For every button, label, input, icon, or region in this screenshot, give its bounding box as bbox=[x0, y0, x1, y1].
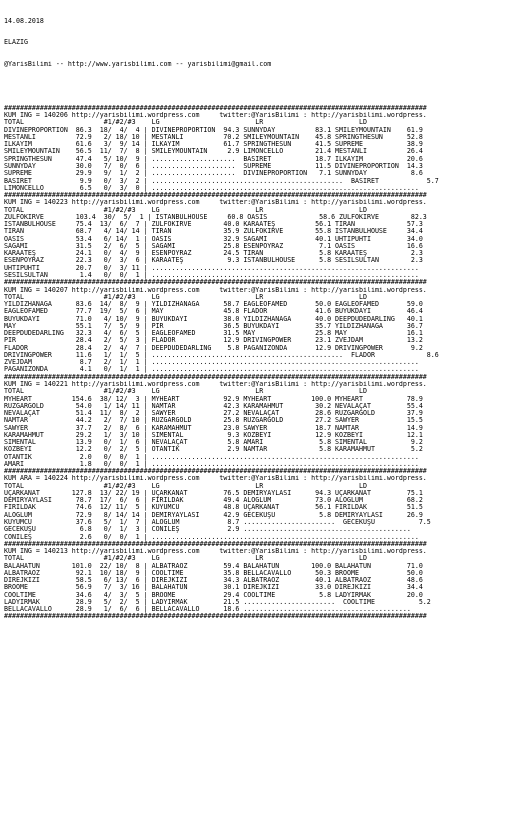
report-date: 14.08.2018 bbox=[4, 17, 44, 25]
race-sections bbox=[4, 105, 529, 621]
separator-line: ########################################################################################################## bbox=[4, 373, 427, 381]
result-row: PAGANIZONDA 4.1 0/ 1/ 1 | ................................................................... bbox=[4, 366, 419, 374]
result-row: BROOME 56.9 7/ 3/ 16 | BALAHATUN 30.1 DIREJKIZI 33.0 DIREJKIZI 34.4 bbox=[4, 584, 423, 592]
result-row: DEEPDUDEDARLING 32.3 4/ 6/ 5 | EAGLEOFAMED 31.5 MAY 25.8 MAY 16.1 bbox=[4, 330, 423, 338]
column-header-line: TOTAL #1/#2/#3 LG LR LD bbox=[4, 482, 367, 490]
column-header-line: TOTAL #1/#2/#3 LG LR LD bbox=[4, 555, 367, 563]
separator-line: ########################################################################################################## bbox=[4, 104, 427, 112]
result-row: SMILEYMOUNTAIN 56.5 11/ 7/ 8 | SMILEYMOUNTAIN 2.9 LİMONCELLO 21.4 MESTANLI 26.4 bbox=[4, 148, 423, 156]
result-row: SAWYER 37.7 2/ 8/ 6 | KARAMAHMUT 23.0 SAWYER 18.7 NAMTAR 14.9 bbox=[4, 424, 423, 432]
result-row: FIRILDAK 74.6 12/ 11/ 5 | KUYUMCU 48.8 UÇARKANAT 56.1 FIRILDAK 51.5 bbox=[4, 504, 423, 512]
result-row: DIVINEPROPORTION 86.3 18/ 4/ 4 | DIVINEPROPORTION 94.3 SUNNYDAY 83.1 SMILEYMOUNTAIN 61.9 bbox=[4, 126, 423, 134]
result-row: RÜZGARGOLD 54.0 1/ 14/ 11 | NAMTAR 42.3 KARAMAHMUT 30.2 NEVALAÇAT 55.4 bbox=[4, 402, 423, 410]
result-row: PİR 28.4 2/ 5/ 3 | FLADOR 12.9 DRIVINGPOWER 23.1 ZVEJDAM 13.2 bbox=[4, 337, 423, 345]
column-header-line: TOTAL #1/#2/#3 LG LR LD bbox=[4, 119, 367, 127]
result-row: GECEKUŞU 6.8 0/ 1/ 3 | CONİLEŞ 2.9 .......................................... bbox=[4, 526, 411, 534]
result-row: YILDIZHANAĞA 83.6 14/ 8/ 9 | YILDIZHANAĞA 58.7 EAGLEOFAMED 50.0 EAGLEOFAMED 59.0 bbox=[4, 301, 423, 309]
result-row: DEMİRYAYLASI 78.7 17/ 6/ 6 | FIRILDAK 49.4 ALOGLUM 73.0 ALOGLUM 68.2 bbox=[4, 497, 423, 505]
result-row: EAGLEOFAMED 77.7 19/ 5/ 6 | MAY 45.8 FLADOR 41.6 BÜYÜKDAYI 46.4 bbox=[4, 308, 423, 316]
race-section bbox=[4, 548, 529, 613]
result-row: SUNNYDAY 30.0 7/ 0/ 6 | ..................... SUPREME 11.5 DIVINEPROPORTION 14.3 bbox=[4, 163, 423, 170]
race-header-line: KUM ING = 140213 http://yarisbilimi.wordpress.com twitter:@YarisBilimi : http://yarisbilimi.wordpress. bbox=[4, 548, 427, 556]
race-section bbox=[4, 381, 529, 468]
result-row: MESTANLI 72.9 2/ 18/ 10 | MESTANLI 70.2 SMILEYMOUNTAIN 45.8 SPRINGTHESUN 52.8 bbox=[4, 133, 423, 141]
result-row: COOLTIME 34.6 4/ 3/ 5 | BROOME 29.4 COOLTIME 5.8 LADYIRMAK 20.0 bbox=[4, 591, 423, 599]
column-header-line: TOTAL #1/#2/#3 LG LR LD bbox=[4, 206, 367, 214]
result-row: İSTANBULHOUSE 75.4 13/ 6/ 7 | ZÜLFOKIRVE 40.0 KARAATEŞ 56.1 TİRAN 57.3 bbox=[4, 221, 423, 229]
result-row: ALOGLUM 72.9 8/ 14/ 14 | DEMİRYAYLASI 42.9 GECEKUŞU 5.8 DEMİRYAYLASI 26.9 bbox=[4, 511, 423, 519]
result-row: UÇARKANAT 127.8 13/ 22/ 19 | UÇARKANAT 76.5 DEMİRYAYLASI 94.3 UÇARKANAT 75.1 bbox=[4, 489, 423, 497]
race-section bbox=[4, 475, 529, 540]
result-row: BÜYÜKDAYI 71.0 4/ 10/ 9 | BÜYÜKDAYI 38.0 YILDIZHANAĞA 40.0 DEEPDUDEDARLING 40.1 bbox=[4, 315, 423, 323]
result-row: ALBATRAOZ 92.1 10/ 18/ 9 | COOLTIME 35.8 BELLACAVALLO 50.3 BROOME 50.0 bbox=[4, 569, 423, 577]
race-header-line: KUM ARA = 140224 http://yarisbilimi.wordpress.com twitter:@YarisBilimi : http://yarisbilimi.wordpress. bbox=[4, 475, 427, 483]
result-row: DIREJKIZI 58.5 6/ 13/ 6 | DIREJKIZI 34.3 ALBATRAOZ 40.1 ALBATRAOZ 48.6 bbox=[4, 577, 423, 585]
result-row: NEVALAÇAT 51.4 11/ 8/ 2 | SAWYER 27.2 NEVALAÇAT 28.6 RÜZGARGOLD 37.9 bbox=[4, 410, 423, 418]
result-row: SİMENTAL 13.9 0/ 1/ 6 | NEVALAÇAT 5.8 AMARİ 5.8 SİMENTAL 9.2 bbox=[4, 439, 423, 447]
result-row: CONİLEŞ 2.6 0/ 0/ 1 | ................................................................... bbox=[4, 533, 419, 541]
result-row: SUPREME 29.9 9/ 1/ 2 | ..................... DIVINEPROPORTION 7.1 SUNNYDAY 8.6 bbox=[4, 170, 423, 178]
result-row: AMARİ 1.8 0/ 0/ 1 | ................................................................... bbox=[4, 460, 419, 468]
column-header-line: TOTAL #1/#2/#3 LG LR LD bbox=[4, 293, 367, 301]
result-row: SAGAMI 31.5 2/ 6/ 5 | SAGAMI 25.8 ESENPOYRAZ 7.1 OASIS 16.6 bbox=[4, 242, 423, 250]
race-section bbox=[4, 199, 529, 279]
race-header-line: KUM ING = 140206 http://yarisbilimi.wordpress.com twitter:@YarisBilimi : http://yarisbilimi.wordpress. bbox=[4, 112, 427, 120]
race-header-line: KUM ING = 140223 http://yarisbilimi.wordpress.com twitter:@YarisBilimi : http://yarisbilimi.wordpress. bbox=[4, 199, 427, 207]
race-header-line: KUM ING = 140207 http://yarisbilimi.wordpress.com twitter:@YarisBilimi : http://yarisbilimi.wordpress. bbox=[4, 286, 427, 294]
result-row: ZVEJDAM 8.7 2/ 1/ 1 | ................................................................... bbox=[4, 359, 419, 367]
separator-line: ########################################################################################################## bbox=[4, 468, 427, 476]
result-row: MAY 55.1 7/ 5/ 9 | PİR 36.5 BÜYÜKDAYI 35.7 YILDIZHANAĞA 36.7 bbox=[4, 322, 423, 330]
report-credits: @YarisBilimi -- http://www.yarisbilimi.com -- yarisbilimi@gmail.com bbox=[4, 61, 272, 69]
result-row: İLKAYIM 61.6 3/ 9/ 14 | İLKAYIM 61.7 SPRINGTHESUN 41.5 SUPREME 38.9 bbox=[4, 141, 423, 149]
result-row: UHTIPUHTI 20.7 0/ 3/ 11 | ................................................................... bbox=[4, 264, 419, 272]
result-row: OASIS 53.4 6/ 14/ 1 | OASIS 32.9 SAGAMI 40.1 UHTIPUHTI 34.0 bbox=[4, 235, 423, 243]
result-row: BALAHATUN 101.0 22/ 10/ 8 | ALBATRAOZ 59.4 BALAHATUN 100.0 BALAHATUN 71.0 bbox=[4, 562, 423, 570]
result-row: KOZBEYİ 12.2 0/ 2/ 5 | OTANTİK 2.9 NAMTAR 5.8 KARAMAHMUT 5.2 bbox=[4, 446, 423, 454]
result-row: FLADOR 28.4 2/ 4/ 7 | DEEPDUDEDARLING 5.8 PAGANIZONDA 12.9 DRIVINGPOWER 9.2 bbox=[4, 344, 423, 352]
race-section bbox=[4, 287, 529, 374]
result-row: NAMTAR 44.2 2/ 7/ 10 | RÜZGARGOLD 25.8 RÜZGARGOLD 27.2 SAWYER 15.5 bbox=[4, 417, 423, 425]
report-city: ELAZIG bbox=[4, 39, 28, 47]
result-row: LADYIRMAK 28.9 5/ 2/ 5 | LADYIRMAK 21.5 ....................... COOLTIME 5.2 bbox=[4, 598, 431, 606]
result-row: KUYUMCU 37.6 5/ 1/ 7 | ALOGLUM 8.7 ....................... GECEKUŞU 7.5 bbox=[4, 519, 431, 527]
result-row: DRIVINGPOWER 11.6 1/ 1/ 5 | ................................................ FLADOR 8.6 bbox=[4, 351, 439, 359]
result-row: MYHEART 154.6 38/ 12/ 3 | MYHEART 92.9 MYHEART 100.0 MYHEART 78.9 bbox=[4, 395, 423, 403]
result-row: BASİRET 9.9 0/ 3/ 2 | ................................................ BASİRET 5.7 bbox=[4, 177, 439, 185]
result-row: ZÜLFOKIRVE 103.4 30/ 5/ 1 | İSTANBULHOUSE 60.8 OASIS 58.6 ZÜLFOKIRVE 82.3 bbox=[4, 213, 427, 221]
separator-line: ########################################################################################################## bbox=[4, 540, 427, 548]
result-row: SESİLSULTAN 1.4 0/ 0/ 1 | ................................................................... bbox=[4, 271, 419, 279]
result-row: OTANTİK 2.0 0/ 0/ 1 | ................................................................... bbox=[4, 453, 419, 461]
result-row: BELLACAVALLO 28.9 1/ 6/ 6 | BELLACAVALLO 18.6 .......................................... bbox=[4, 606, 411, 614]
result-row: SPRINGTHESUN 47.4 5/ 10/ 9 | ..................... BASİRET 18.7 İLKAYIM 20.6 bbox=[4, 155, 423, 163]
column-header-line: TOTAL #1/#2/#3 LG LR LD bbox=[4, 388, 367, 396]
race-section bbox=[4, 112, 529, 192]
result-row: TİRAN 68.7 4/ 14/ 14 | TİRAN 35.9 ZÜLFOKIRVE 55.8 İSTANBULHOUSE 34.4 bbox=[4, 228, 423, 236]
blank-line bbox=[4, 83, 529, 90]
result-row: LİMONCELLO 6.5 0/ 3/ 0 | ................................................................... bbox=[4, 184, 419, 192]
result-row: KARAMAHMUT 29.2 1/ 3/ 10 | SİMENTAL 9.3 KOZBEYİ 12.9 KOZBEYİ 12.1 bbox=[4, 431, 423, 439]
separator-line: ########################################################################################################## bbox=[4, 613, 427, 621]
separator-line: ########################################################################################################## bbox=[4, 279, 427, 287]
result-row: ESENPOYRAZ 22.3 0/ 3/ 6 | KARAATEŞ 9.3 İSTANBULHOUSE 5.8 SESİLSULTAN 2.3 bbox=[4, 257, 423, 265]
result-row: KARAATEŞ 24.1 0/ 4/ 9 | ESENPOYRAZ 24.5 TİRAN 5.8 KARAATEŞ 2.3 bbox=[4, 250, 423, 258]
race-header-line: KUM ING = 140221 http://yarisbilimi.wordpress.com twitter:@YarisBilimi : http://yarisbilimi.wordpress. bbox=[4, 380, 427, 388]
separator-line: ########################################################################################################## bbox=[4, 192, 427, 200]
